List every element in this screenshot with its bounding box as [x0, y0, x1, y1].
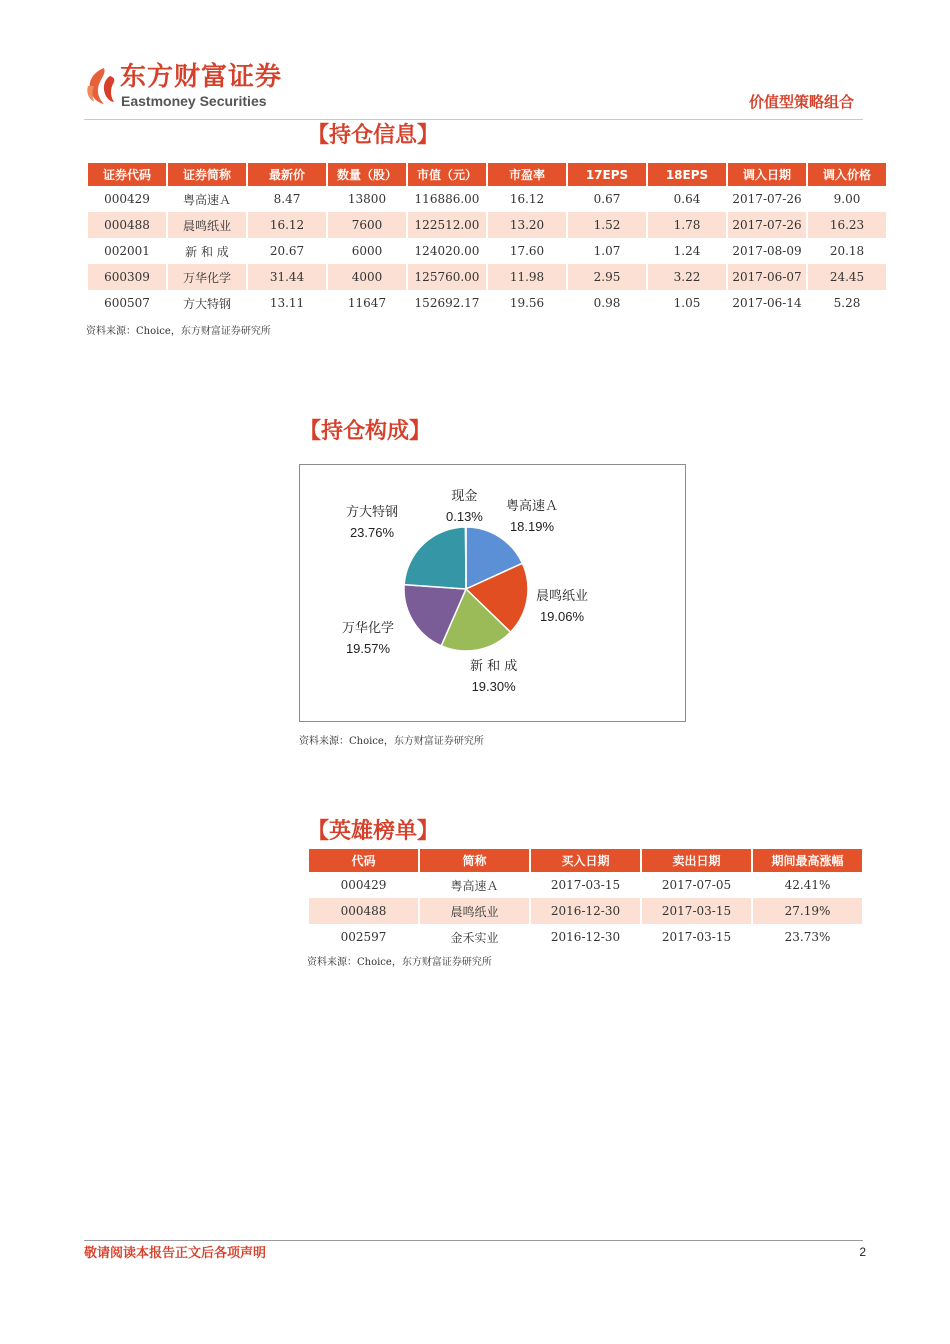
pie-label-fangda: [346, 503, 398, 543]
pie-label-name: 万华化学: [342, 621, 395, 636]
pie-label-value: 23.76%: [349, 525, 395, 540]
brand-name-en: Eastmoney Securities: [121, 93, 267, 109]
table-row: [88, 186, 886, 212]
heroes-table: [307, 849, 864, 950]
holdings-title: 【持仓信息】: [307, 123, 440, 148]
table-cell: 2017-03-15: [642, 898, 751, 924]
pie-label-xinhecheng: [470, 657, 517, 697]
table-cell: 000429: [340, 878, 387, 892]
holdings-header-row: [88, 163, 886, 186]
table-cell: 2017-07-26: [732, 192, 802, 206]
pie-label-value: 18.19%: [509, 519, 555, 534]
table-cell: 116886.00: [414, 192, 480, 206]
heroes-header-row: [309, 849, 862, 872]
table-cell: 2016-12-30: [531, 898, 640, 924]
table-cell: 125760.00: [408, 264, 486, 290]
table-cell: 粤高速Ａ: [182, 192, 231, 207]
table-cell: 13800: [347, 192, 387, 206]
brand-name-cn: 东方财富证券: [120, 62, 283, 92]
table-cell: 晨鸣纸业: [168, 212, 246, 238]
heroes-col-header: 买入日期: [531, 849, 640, 872]
pie-slice: [404, 527, 466, 589]
table-row: [88, 238, 886, 264]
holdings-table: [86, 163, 888, 316]
table-cell: 2017-06-14: [732, 296, 802, 310]
table-cell: 23.73%: [784, 930, 831, 944]
table-cell: 27.19%: [753, 898, 862, 924]
pie-label-value: 19.30%: [471, 679, 516, 694]
pie-label-name: 现金: [451, 489, 478, 504]
pie-slice: [465, 527, 466, 589]
composition-title: 【持仓构成】: [299, 419, 432, 444]
table-cell: 1.78: [648, 212, 726, 238]
pie-label-name: 粤高速Ａ: [506, 499, 559, 514]
heroes-col-header: 代码: [309, 849, 418, 872]
table-cell: 17.60: [509, 244, 545, 258]
table-cell: 9.00: [833, 192, 861, 206]
table-cell: 粤高速Ａ: [450, 878, 499, 893]
table-cell: 19.56: [509, 296, 545, 310]
table-cell: 122512.00: [408, 212, 486, 238]
table-cell: 16.23: [808, 212, 886, 238]
table-cell: 2017-07-05: [661, 878, 732, 892]
table-cell: 2017-08-09: [732, 244, 802, 258]
heroes-col-header: 简称: [420, 849, 529, 872]
table-cell: 600507: [104, 296, 150, 310]
composition-chart: [299, 464, 686, 722]
holdings-col-header: 证券代码: [88, 163, 166, 186]
holdings-col-header: 数量（股）: [328, 163, 406, 186]
heroes-source: 资料来源：Choice，东方财富证券研究所: [307, 957, 492, 968]
table-cell: 31.44: [248, 264, 326, 290]
pie-label-name: 新 和 成: [470, 659, 518, 674]
table-cell: 金禾实业: [450, 930, 499, 945]
table-cell: 000429: [104, 192, 150, 206]
table-cell: 13.20: [488, 212, 566, 238]
pie-label-name: 方大特钢: [346, 505, 399, 520]
table-cell: 3.22: [648, 264, 726, 290]
table-cell: 2017-03-15: [661, 930, 732, 944]
holdings-col-header: 证券简称: [168, 163, 246, 186]
table-cell: 11.98: [488, 264, 566, 290]
table-cell: 晨鸣纸业: [420, 898, 529, 924]
page-number: 2: [859, 1245, 866, 1259]
table-cell: 11647: [347, 296, 387, 310]
holdings-col-header: 18EPS: [648, 163, 726, 186]
table-row: [309, 872, 862, 898]
holdings-col-header: 市值（元）: [408, 163, 486, 186]
pie-label-value: 0.13%: [446, 509, 483, 524]
table-cell: 6000: [351, 244, 383, 258]
table-cell: 20.18: [829, 244, 865, 258]
brand-logo-icon: [84, 66, 118, 106]
table-row: [88, 264, 886, 290]
holdings-col-header: 调入价格: [808, 163, 886, 186]
heroes-title: 【英雄榜单】: [307, 819, 440, 844]
table-cell: 0.64: [673, 192, 701, 206]
footer-disclaimer: 敬请阅读本报告正文后各项声明: [84, 1246, 267, 1261]
footer-divider: [84, 1240, 863, 1241]
table-cell: 002001: [104, 244, 150, 258]
table-cell: 2017-06-07: [728, 264, 806, 290]
table-cell: 16.12: [509, 192, 545, 206]
table-cell: 600309: [88, 264, 166, 290]
table-cell: 8.47: [273, 192, 301, 206]
table-cell: 13.11: [269, 296, 305, 310]
heroes-col-header: 期间最高涨幅: [753, 849, 862, 872]
table-row: [309, 898, 862, 924]
table-cell: 2016-12-30: [550, 930, 621, 944]
holdings-col-header: 17EPS: [568, 163, 646, 186]
table-cell: 0.98: [593, 296, 621, 310]
table-cell: 24.45: [808, 264, 886, 290]
table-cell: 2017-07-26: [728, 212, 806, 238]
table-cell: 7600: [328, 212, 406, 238]
holdings-col-header: 调入日期: [728, 163, 806, 186]
table-cell: 002597: [340, 930, 387, 944]
table-cell: 20.67: [269, 244, 305, 258]
table-row: [309, 924, 862, 950]
composition-source: 资料来源：Choice，东方财富证券研究所: [299, 736, 484, 747]
holdings-col-header: 最新价: [248, 163, 326, 186]
report-type: 价值型策略组合: [748, 93, 854, 111]
table-cell: 2.95: [568, 264, 646, 290]
pie-label-value: 19.57%: [345, 641, 391, 656]
table-cell: 1.07: [593, 244, 621, 258]
table-cell: 万华化学: [168, 264, 246, 290]
table-cell: 000488: [88, 212, 166, 238]
pie-label-chenming: [536, 587, 588, 627]
table-row: [88, 290, 886, 316]
table-cell: 0.67: [593, 192, 621, 206]
holdings-col-header: 市盈率: [488, 163, 566, 186]
heroes-col-header: 卖出日期: [642, 849, 751, 872]
table-cell: 1.52: [568, 212, 646, 238]
table-cell: 2017-03-15: [550, 878, 621, 892]
table-cell: 124020.00: [414, 244, 480, 258]
header-divider: [84, 119, 863, 120]
table-cell: 000488: [309, 898, 418, 924]
table-cell: 方大特钢: [182, 296, 231, 311]
table-cell: 152692.17: [414, 296, 480, 310]
table-cell: 42.41%: [784, 878, 831, 892]
table-cell: 新 和 成: [185, 244, 229, 259]
holdings-source: 资料来源：Choice，东方财富证券研究所: [86, 326, 271, 337]
pie-label-value: 19.06%: [539, 609, 585, 624]
pie-label-name: 晨鸣纸业: [536, 589, 589, 604]
table-cell: 1.24: [673, 244, 701, 258]
table-cell: 16.12: [248, 212, 326, 238]
pie-label-cash: [446, 487, 483, 527]
table-cell: 1.05: [673, 296, 701, 310]
pie-label-yuegaosu: [506, 497, 558, 537]
table-row: [88, 212, 886, 238]
table-cell: 5.28: [833, 296, 861, 310]
pie-label-wanhua: [342, 619, 394, 659]
table-cell: 4000: [328, 264, 406, 290]
